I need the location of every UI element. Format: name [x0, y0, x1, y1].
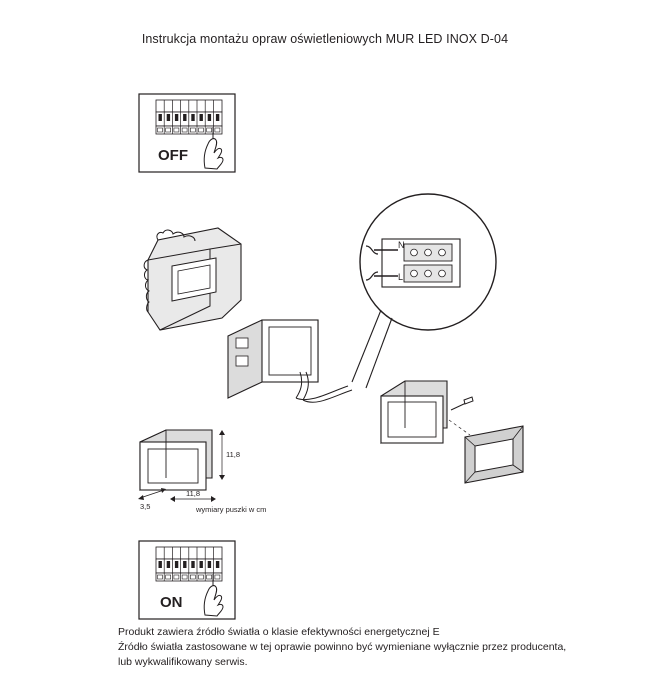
- footer-notes: [118, 625, 588, 670]
- wall-recess-figure: [144, 228, 241, 330]
- terminal-neutral-label: N: [398, 240, 405, 250]
- front-frame-figure: [465, 426, 523, 483]
- junction-box-figure: [228, 320, 352, 402]
- screw-icon: [451, 397, 473, 410]
- page-title: Instrukcja montażu opraw oświetleniowych MUR LED INOX D-04: [141, 32, 509, 46]
- footer-line-3: lub wykwalifikowany serwis.: [118, 656, 248, 668]
- terminal-detail-callout: [352, 194, 496, 388]
- dimension-width-label: 11,8: [186, 489, 201, 498]
- footer-line-1: Produkt zawiera źródło światła o klasie efektywności energetycznej E: [118, 626, 440, 638]
- dimension-caption: wymiary puszki w cm: [196, 505, 267, 514]
- breaker-off-label: OFF: [158, 147, 188, 164]
- breaker-on-figure: [139, 541, 235, 619]
- breaker-on-label: ON: [160, 594, 183, 611]
- terminal-line-label: L: [398, 272, 404, 282]
- breaker-off-figure: [139, 94, 235, 172]
- dimension-depth-label: 3,5: [140, 502, 151, 511]
- footer-line-2: Źródło światła zastosowane w tej oprawie powinno być wymieniane wyłącznie przez producenta,: [118, 641, 567, 653]
- luminaire-body-figure: [381, 381, 473, 443]
- box-dimensions-figure: [138, 430, 240, 511]
- dimension-height-label: 11,8: [226, 450, 241, 459]
